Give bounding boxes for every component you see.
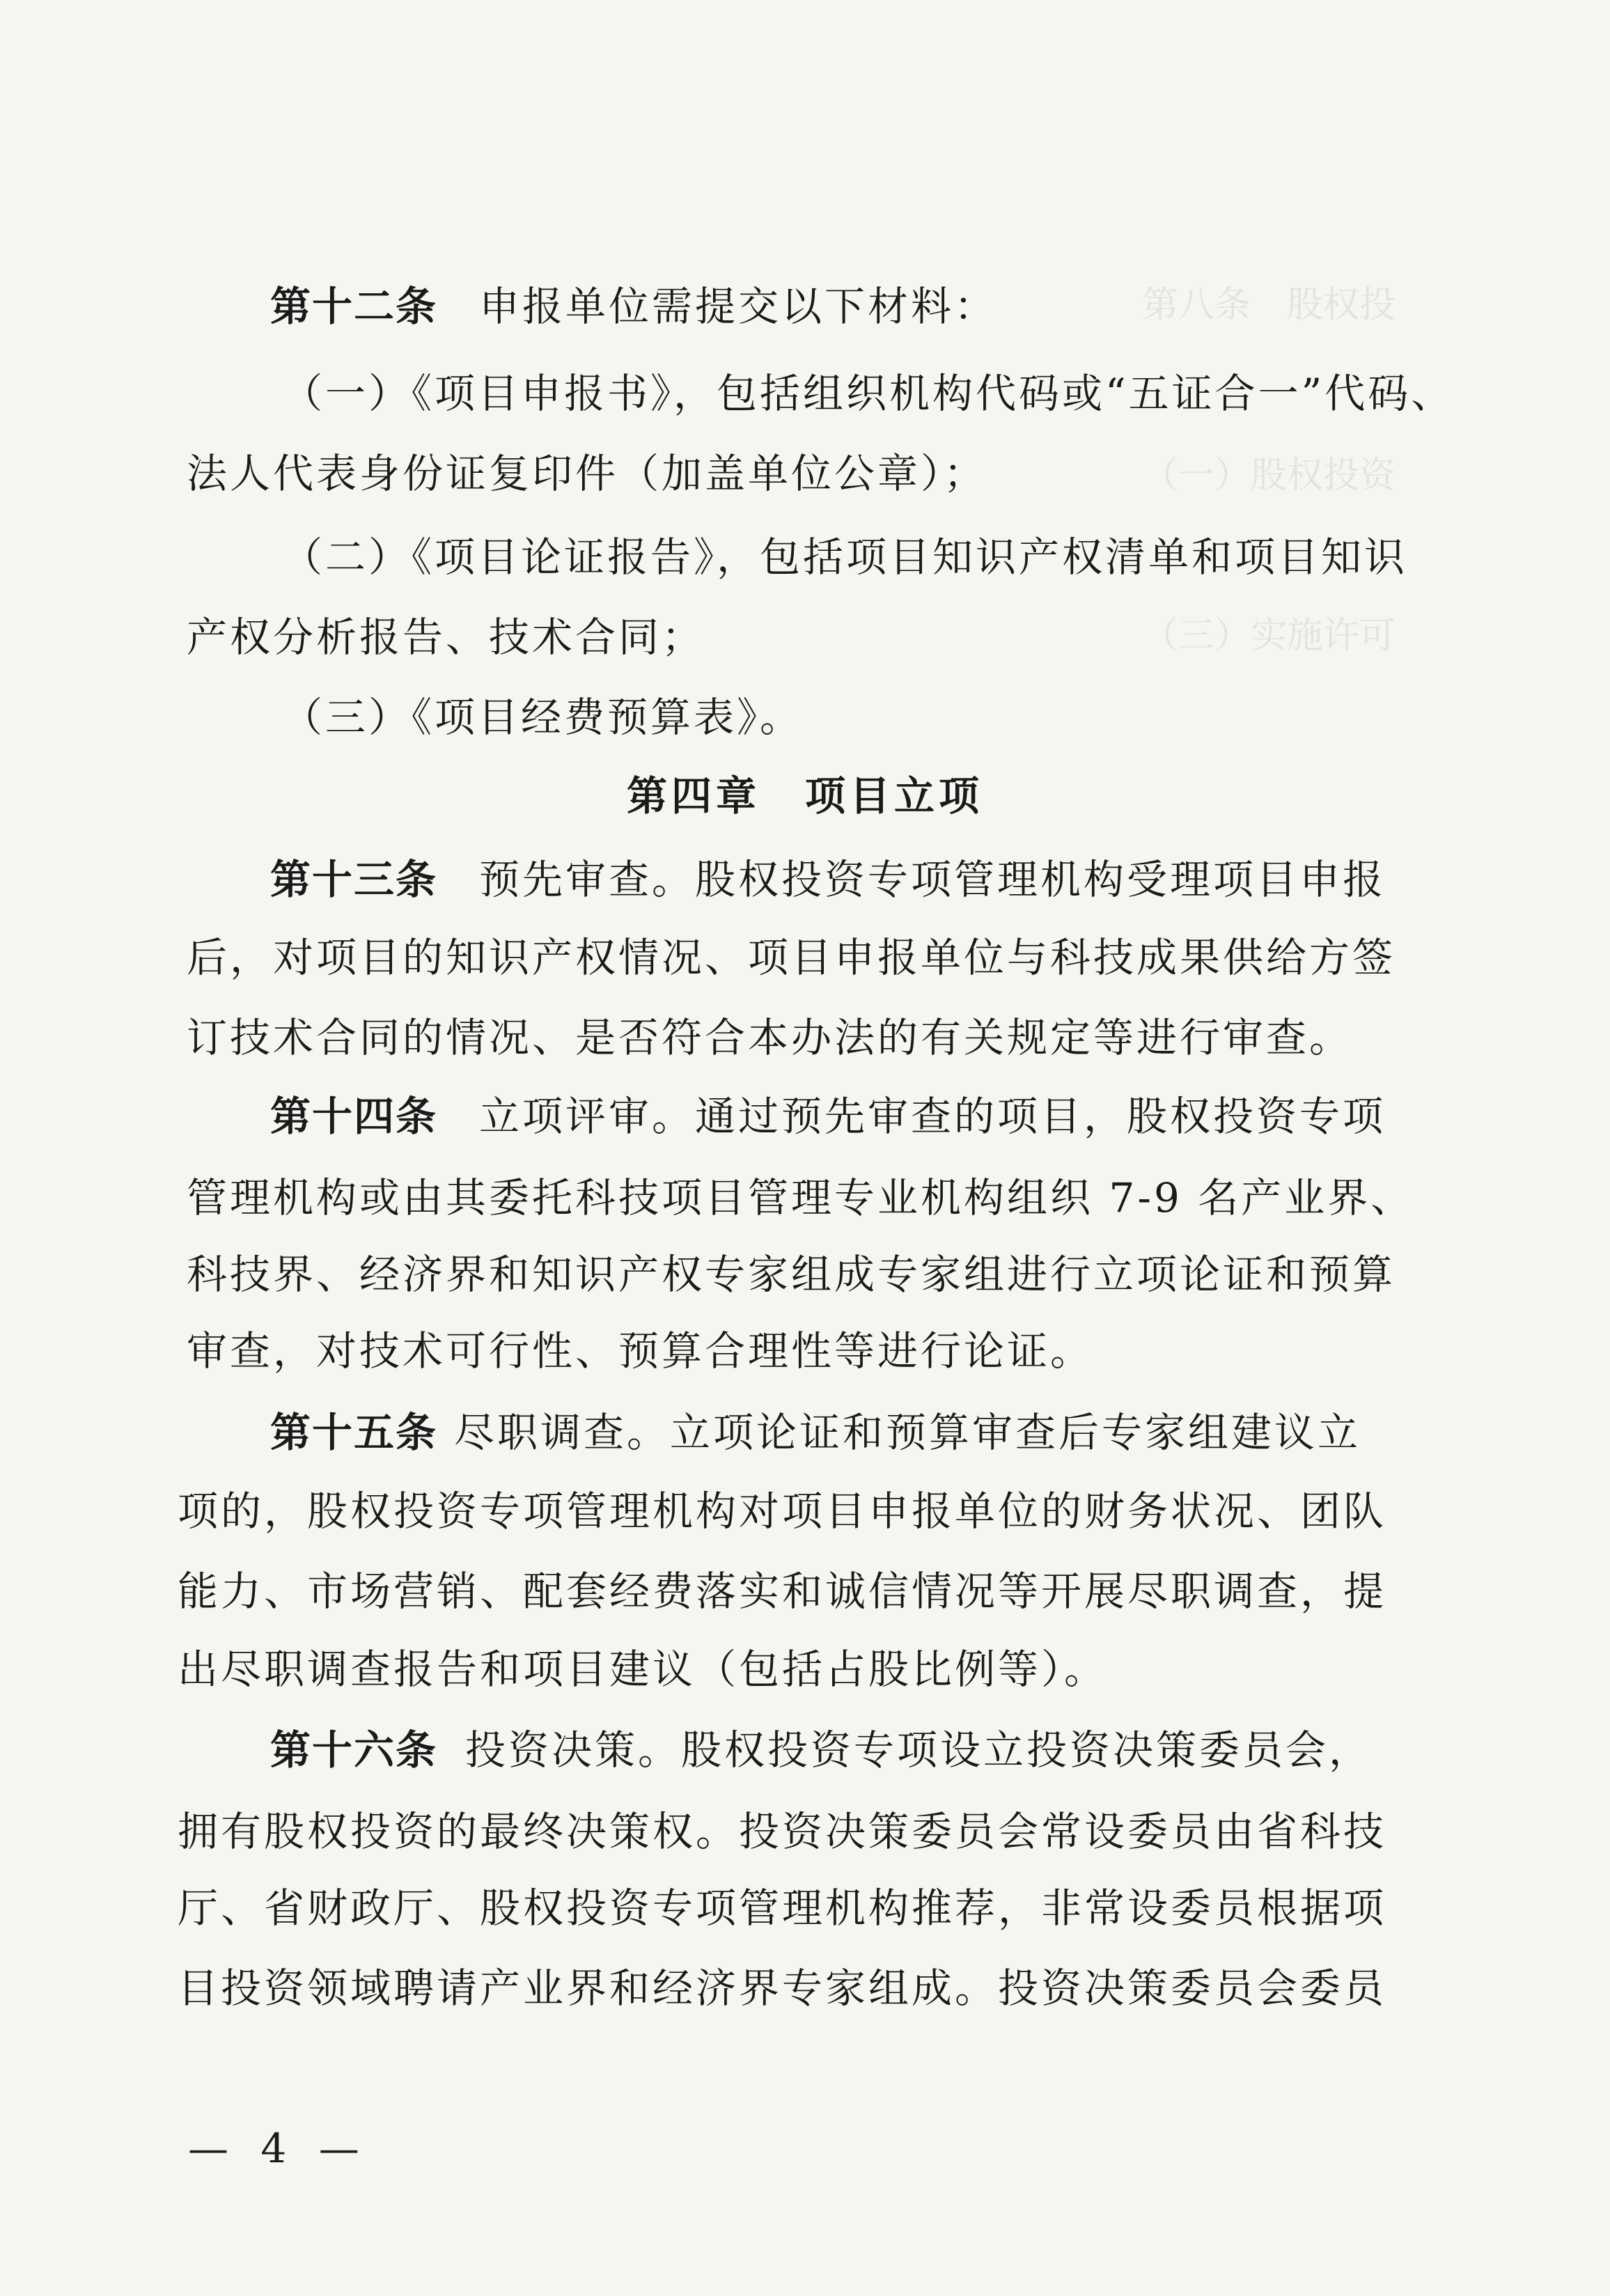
article-16-line <box>270 1726 1372 1774</box>
text-line: 审查，对技术可行性、预算合理性等进行论证。 <box>187 1327 1094 1375</box>
chapter-heading: 第四章 项目立项 <box>626 772 983 820</box>
text-line: 出尽职调查报告和项目建议（包括占股比例等）。 <box>178 1646 1108 1693</box>
article-text: 立项评审。通过预先审查的项目，股权投资专项 <box>479 1093 1386 1140</box>
bleed-through-texture: （三）实施许可 <box>1142 615 1396 657</box>
text-line: 厅、省财政厅、股权投资专项管理机构推荐，非常设委员根据项 <box>178 1884 1387 1932</box>
article-14-line <box>270 1092 1386 1141</box>
text-line: 能力、市场营销、配套经费落实和诚信情况等开展尽职调查，提 <box>178 1568 1387 1615</box>
bleed-through-texture: 第八条 股权投 <box>1142 284 1396 326</box>
bleed-through-texture: （一）股权投资 <box>1142 455 1396 497</box>
text-line: （一）《项目申报书》，包括组织机构代码或“五证合一”代码、 <box>282 370 1455 417</box>
text-line: 目投资领域聘请产业界和经济界专家组成。投资决策委员会委员 <box>178 1965 1387 2012</box>
article-12-line <box>270 282 997 331</box>
article-number: 第十四条 <box>270 1093 438 1140</box>
article-number: 第十五条 <box>270 1409 438 1456</box>
text-line: 后，对项目的知识产权情况、项目申报单位与科技成果供给方签 <box>187 934 1396 981</box>
page-number: — 4 — <box>188 2125 369 2172</box>
article-number: 第十二条 <box>270 283 438 330</box>
text-line: 拥有股权投资的最终决策权。投资决策委员会常设委员由省科技 <box>178 1808 1387 1855</box>
article-text: 投资决策。股权投资专项设立投资决策委员会， <box>465 1726 1373 1774</box>
text-line: 产权分析报告、技术合同； <box>187 614 705 661</box>
article-13-line <box>270 855 1386 904</box>
text-line: （三）《项目经费预算表》。 <box>282 694 804 741</box>
text-line: 管理机构或由其委托科技项目管理专业机构组织 7-9 名产业界、 <box>187 1174 1414 1221</box>
text-line: 项的，股权投资专项管理机构对项目申报单位的财务状况、团队 <box>178 1487 1387 1535</box>
article-text: 尽职调查。立项论证和预算审查后专家组建议立 <box>454 1409 1361 1456</box>
article-text: 预先审查。股权投资专项管理机构受理项目申报 <box>479 856 1386 903</box>
text-line: 订技术合同的情况、是否符合本办法的有关规定等进行审查。 <box>187 1014 1353 1061</box>
article-number: 第十六条 <box>270 1726 438 1774</box>
text-line: （二）《项目论证报告》，包括项目知识产权清单和项目知识 <box>282 533 1408 581</box>
article-15-line <box>270 1408 1361 1457</box>
text-line: 法人代表身份证复印件（加盖单位公章）； <box>187 450 987 497</box>
article-text: 申报单位需提交以下材料： <box>479 283 998 330</box>
article-number: 第十三条 <box>270 856 438 903</box>
text-line: 科技界、经济界和知识产权专家组成专家组进行立项论证和预算 <box>187 1251 1396 1298</box>
